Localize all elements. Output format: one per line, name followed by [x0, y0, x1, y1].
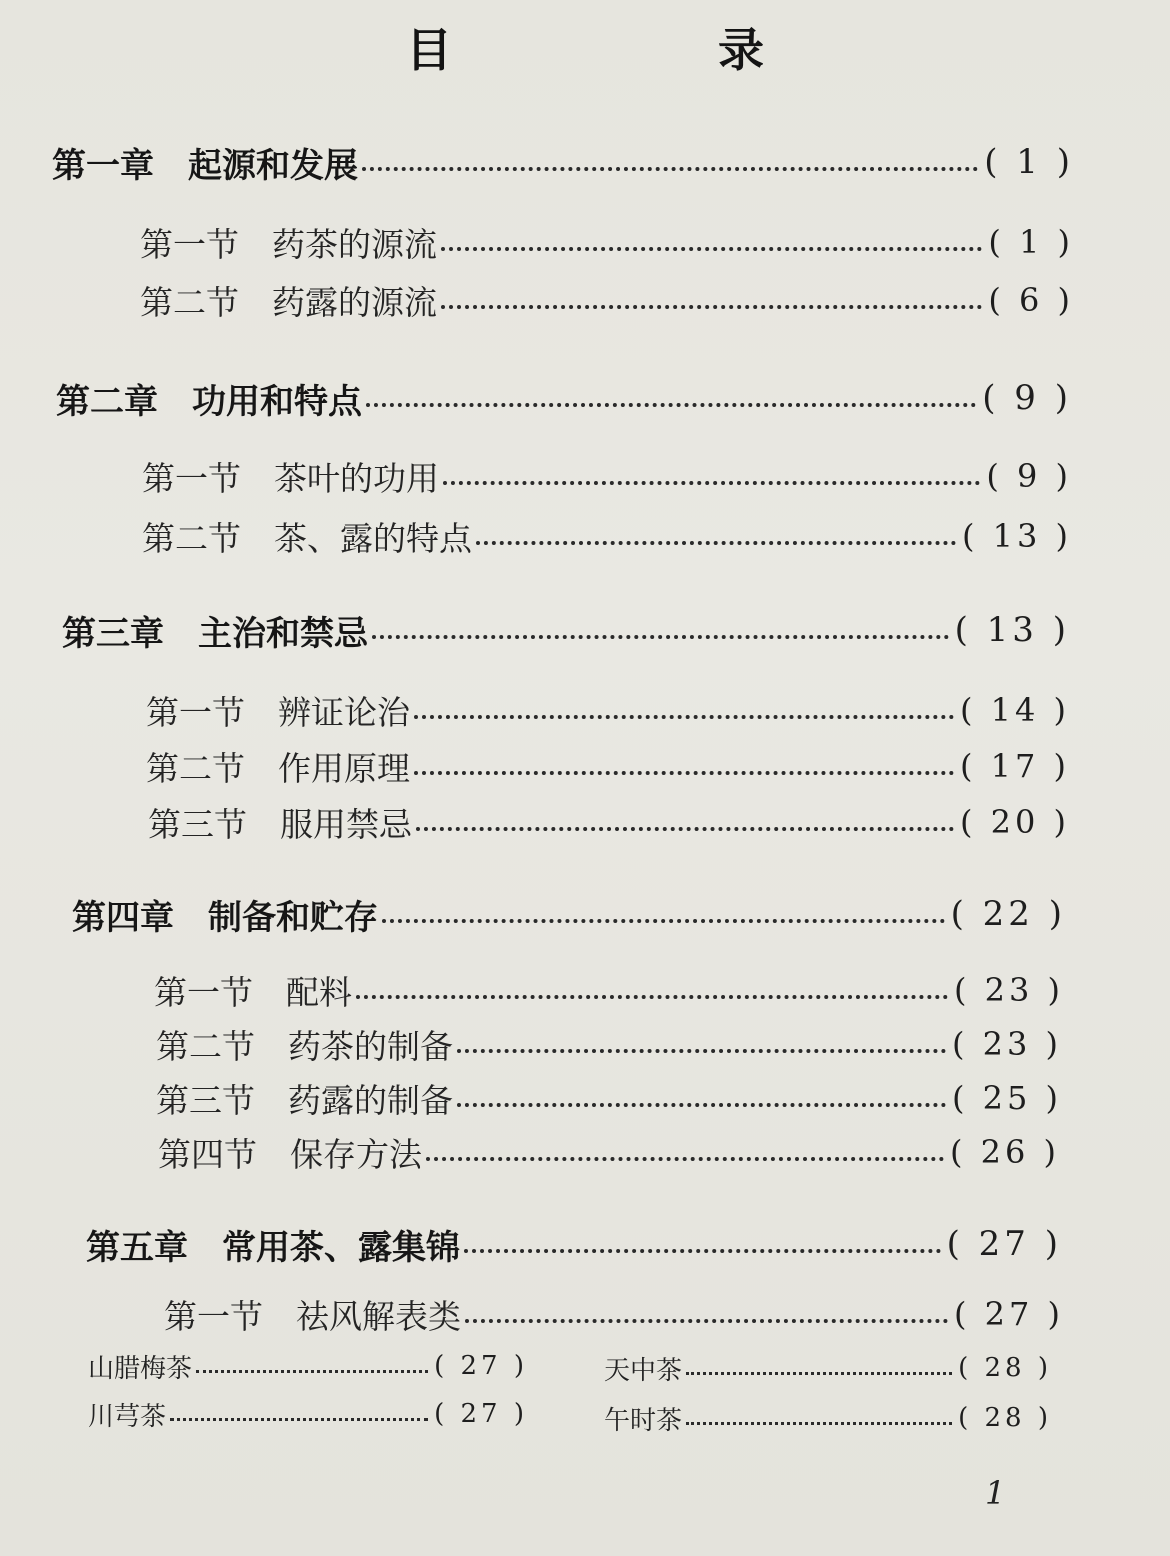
- section-label: 第一节 茶叶的功用: [142, 458, 439, 498]
- section-page: ( 1 ): [988, 223, 1074, 261]
- chapter-page: ( 27 ): [946, 1224, 1062, 1264]
- section-label: 第二节 药茶的制备: [156, 1026, 453, 1066]
- chapter-page: ( 13 ): [954, 610, 1070, 650]
- dot-leader: [382, 919, 945, 923]
- dot-leader: [416, 827, 954, 831]
- toc-section[interactable]: [146, 684, 1070, 736]
- toc-section[interactable]: [158, 1126, 1060, 1178]
- section-page: ( 23 ): [953, 971, 1064, 1009]
- dot-leader: [686, 1422, 952, 1425]
- item-page: ( 28 ): [958, 1353, 1052, 1383]
- section-label: 第四节 保存方法: [158, 1134, 422, 1174]
- page-number: 1: [985, 1474, 1006, 1512]
- toc-section[interactable]: [156, 1018, 1062, 1070]
- section-page: ( 17 ): [959, 747, 1070, 785]
- section-page: ( 13 ): [961, 517, 1072, 555]
- section-page: ( 27 ): [953, 1295, 1064, 1333]
- item-label: 川芎茶: [88, 1401, 167, 1432]
- section-page: ( 26 ): [949, 1133, 1060, 1171]
- dot-leader: [476, 541, 956, 545]
- dot-leader: [686, 1372, 952, 1375]
- section-label: 第二节 药露的源流: [140, 282, 437, 322]
- toc-chapter-4[interactable]: [72, 888, 1066, 940]
- toc-chapter-1[interactable]: [52, 136, 1074, 188]
- section-label: 第一节 祛风解表类: [164, 1296, 461, 1336]
- section-page: ( 6 ): [988, 281, 1074, 319]
- chapter-page: ( 22 ): [950, 894, 1066, 934]
- dot-leader: [170, 1418, 428, 1421]
- item-page: ( 28 ): [958, 1403, 1052, 1433]
- dot-leader: [362, 167, 978, 171]
- dot-leader: [366, 403, 976, 407]
- dot-leader: [196, 1370, 428, 1373]
- toc-section[interactable]: [148, 796, 1070, 848]
- dot-leader: [426, 1157, 944, 1161]
- dot-leader: [457, 1049, 946, 1053]
- chapter-label: 第五章 常用茶、露集锦: [86, 1227, 460, 1268]
- toc-item[interactable]: [604, 1342, 1052, 1394]
- chapter-label: 第四章 制备和贮存: [72, 897, 378, 938]
- chapter-label: 第一章 起源和发展: [52, 145, 358, 186]
- dot-leader: [465, 1319, 948, 1323]
- chapter-label: 第二章 功用和特点: [56, 381, 362, 422]
- item-label: 天中茶: [604, 1355, 683, 1386]
- dot-leader: [443, 481, 980, 485]
- toc-item[interactable]: [88, 1340, 528, 1392]
- toc-item[interactable]: [604, 1392, 1052, 1444]
- toc-section[interactable]: [142, 510, 1072, 562]
- section-page: ( 14 ): [959, 691, 1070, 729]
- chapter-page: ( 1 ): [984, 142, 1074, 182]
- section-page: ( 20 ): [959, 803, 1070, 841]
- toc-chapter-5[interactable]: [86, 1218, 1062, 1270]
- section-label: 第一节 配料: [154, 972, 352, 1012]
- toc-section[interactable]: [146, 740, 1070, 792]
- dot-leader: [414, 771, 954, 775]
- dot-leader: [414, 715, 954, 719]
- toc-section[interactable]: [140, 216, 1074, 268]
- dot-leader: [441, 247, 982, 251]
- dot-leader: [441, 305, 982, 309]
- section-page: ( 25 ): [951, 1079, 1062, 1117]
- section-label: 第一节 辨证论治: [146, 692, 410, 732]
- toc-section[interactable]: [154, 964, 1064, 1016]
- toc-section[interactable]: [164, 1288, 1064, 1340]
- dot-leader: [356, 995, 948, 999]
- toc-section[interactable]: [140, 274, 1074, 326]
- item-label: 山腊梅茶: [88, 1353, 193, 1384]
- item-page: ( 27 ): [434, 1399, 528, 1429]
- chapter-label: 第三章 主治和禁忌: [62, 613, 368, 654]
- section-page: ( 23 ): [951, 1025, 1062, 1063]
- toc-chapter-2[interactable]: [56, 372, 1072, 424]
- section-label: 第三节 服用禁忌: [148, 804, 412, 844]
- item-page: ( 27 ): [434, 1351, 528, 1381]
- page-title: 目 录: [406, 23, 874, 77]
- section-label: 第三节 药露的制备: [156, 1080, 453, 1120]
- section-label: 第二节 作用原理: [146, 748, 410, 788]
- dot-leader: [457, 1103, 946, 1107]
- dot-leader: [464, 1249, 941, 1253]
- section-page: ( 9 ): [986, 457, 1072, 495]
- dot-leader: [372, 635, 949, 639]
- toc-chapter-3[interactable]: [62, 604, 1070, 656]
- chapter-page: ( 9 ): [982, 378, 1072, 418]
- section-label: 第二节 茶、露的特点: [142, 518, 472, 558]
- toc-section[interactable]: [156, 1072, 1062, 1124]
- toc-item[interactable]: [88, 1388, 528, 1440]
- toc-section[interactable]: [142, 450, 1072, 502]
- section-label: 第一节 药茶的源流: [140, 224, 437, 264]
- item-label: 午时茶: [604, 1405, 683, 1436]
